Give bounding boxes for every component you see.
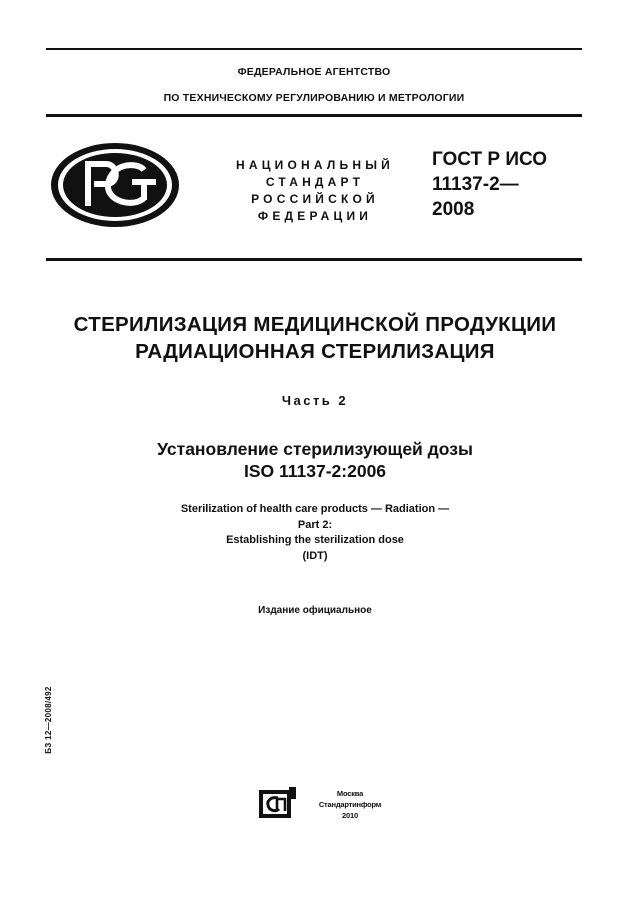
document-title-line2: РАДИАЦИОННАЯ СТЕРИЛИЗАЦИЯ — [135, 340, 495, 363]
rst-certification-logo-icon — [48, 140, 182, 230]
english-title — [20, 502, 610, 565]
part-label: Часть 2 — [281, 393, 349, 408]
agency-name: ФЕДЕРАЛЬНОЕ АГЕНТСТВО — [237, 66, 391, 78]
subtitle-line1: Установление стерилизующей дозы — [157, 439, 473, 459]
national-standard-line: ФЕДЕРАЦИИ — [257, 209, 373, 223]
header-rule — [46, 114, 582, 117]
title-rule — [46, 258, 582, 261]
gost-number-line: 11137-2— — [432, 174, 519, 195]
national-standard-line: НАЦИОНАЛЬНЫЙ — [235, 158, 395, 172]
english-title-line: (IDT) — [302, 550, 328, 563]
english-title-line: Part 2: — [297, 518, 333, 531]
document-title-line1: СТЕРИЛИЗАЦИЯ МЕДИЦИНСКОЙ ПРОДУКЦИИ — [73, 313, 557, 336]
national-standard-label — [220, 157, 410, 225]
side-code-text: БЗ 12—2008/492 — [44, 686, 53, 754]
publisher-name: Стандартинформ — [318, 800, 382, 809]
subtitle-line2: ISO 11137-2:2006 — [243, 461, 387, 481]
edition-label: Издание официальное — [258, 605, 372, 616]
standartinform-logo-icon — [258, 787, 298, 821]
national-standard-line: СТАНДАРТ — [265, 175, 365, 189]
national-standard-line: РОССИЙСКОЙ — [251, 192, 379, 206]
gost-number-line: 2008 — [432, 199, 475, 220]
english-title-line: Sterilization of health care products — Radiation — — [180, 503, 450, 515]
publisher-city: Москва — [336, 789, 364, 798]
top-rule — [46, 48, 582, 50]
publisher-info — [300, 788, 400, 821]
gost-number — [432, 147, 592, 222]
gost-number-line: ГОСТ Р ИСО — [432, 149, 548, 170]
agency-subtitle: ПО ТЕХНИЧЕСКОМУ РЕГУЛИРОВАНИЮ И МЕТРОЛОГИИ — [163, 92, 465, 104]
publisher-year: 2010 — [342, 811, 358, 820]
english-title-line: Establishing the sterilization dose — [226, 534, 404, 547]
